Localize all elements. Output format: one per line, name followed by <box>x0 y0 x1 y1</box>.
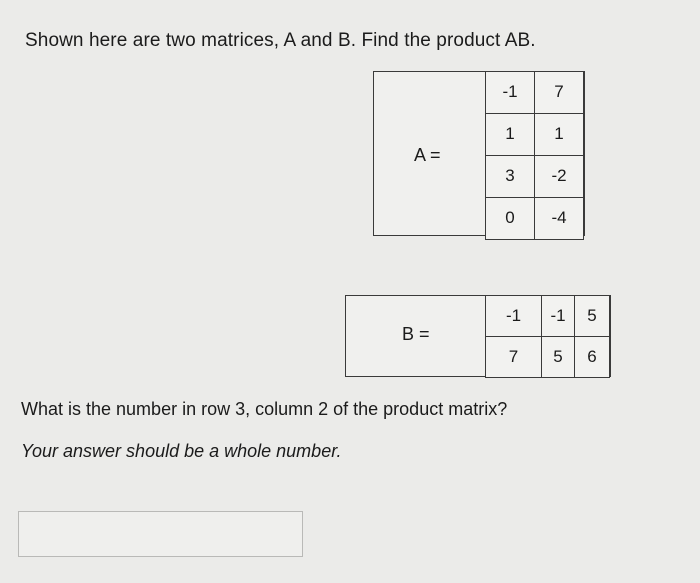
answer-input[interactable] <box>18 511 303 557</box>
matrix-a-cell: 0 <box>486 197 535 239</box>
matrix-b-cell: 7 <box>486 336 542 377</box>
matrix-b-row <box>486 336 610 377</box>
matrix-b-cell: -1 <box>542 295 575 336</box>
matrix-b-grid <box>485 295 610 378</box>
prompt-text: What is the number in row 3, column 2 of the product matrix? <box>21 399 508 419</box>
matrix-b-row <box>486 295 610 336</box>
matrix-a-cell: 1 <box>486 113 535 155</box>
matrix-a-cell: 3 <box>486 155 535 197</box>
matrix-b-label: B = <box>402 324 430 344</box>
matrix-b-box <box>345 295 611 377</box>
matrix-a-grid <box>485 71 584 240</box>
matrix-a-cell: -1 <box>486 71 535 113</box>
matrix-b-cell: 6 <box>575 336 610 377</box>
matrix-a-box <box>373 71 585 236</box>
hint-text: Your answer should be a whole number. <box>21 441 342 461</box>
matrix-a-cell: 7 <box>535 71 584 113</box>
matrix-a-row <box>486 113 584 155</box>
matrix-a-label: A = <box>414 145 441 165</box>
matrix-a-cell: -2 <box>535 155 584 197</box>
matrix-a-row <box>486 155 584 197</box>
matrix-b-cell: 5 <box>575 295 610 336</box>
matrix-b-cell: 5 <box>542 336 575 377</box>
matrix-a-row <box>486 197 584 239</box>
matrix-b-cell: -1 <box>486 295 542 336</box>
matrix-a-cell: 1 <box>535 113 584 155</box>
matrix-a-cell: -4 <box>535 197 584 239</box>
matrix-a-row <box>486 71 584 113</box>
question-text: Shown here are two matrices, A and B. Find the product AB. <box>25 30 536 51</box>
